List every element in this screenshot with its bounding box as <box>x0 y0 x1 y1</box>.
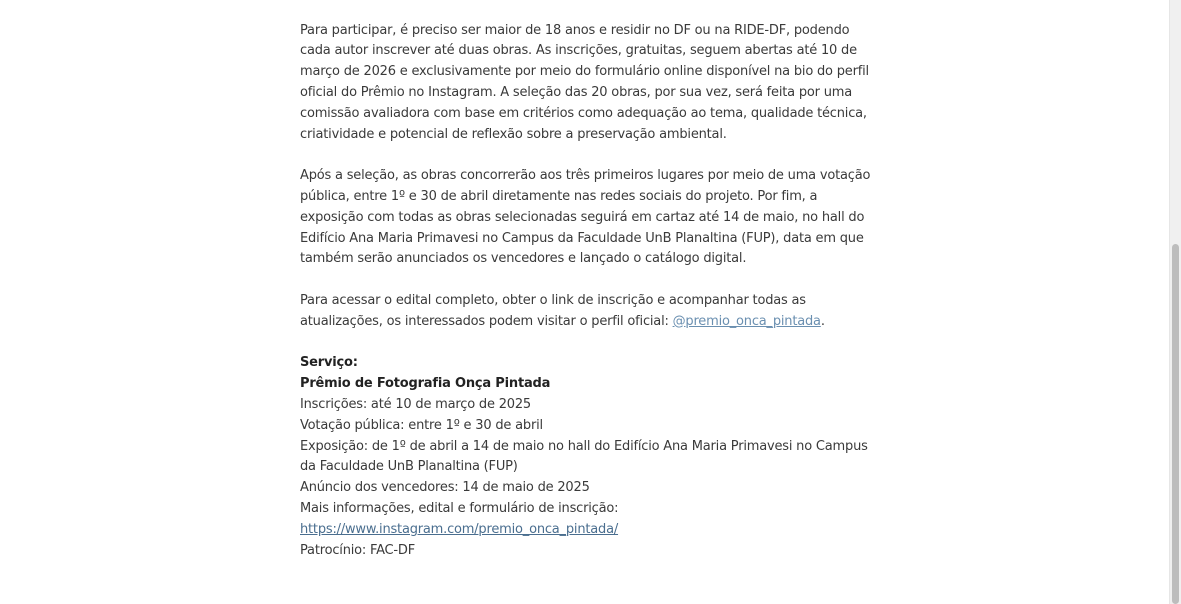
instagram-url-link[interactable]: https://www.instagram.com/premio_onca_pintada/ <box>300 521 619 537</box>
access-text: Para acessar o edital completo, obter o link de inscrição e acompanhar todas as atualizações, os interessados podem visitar o perfil oficial: <box>300 292 806 329</box>
service-section <box>300 353 872 561</box>
service-more-info: Mais informações, edital e formulário de inscrição: <box>300 500 619 516</box>
vertical-scrollbar[interactable] <box>1169 0 1181 604</box>
service-event-name: Prêmio de Fotografia Onça Pintada <box>300 376 551 392</box>
service-sponsorship: Patrocínio: FAC-DF <box>300 542 416 558</box>
access-paragraph <box>300 291 872 333</box>
service-voting: Votação pública: entre 1º e 30 de abril <box>300 417 543 433</box>
service-exhibition: Exposição: de 1º de abril a 14 de maio no hall do Edifício Ana Maria Primavesi no Campus da Faculdade UnB Planaltina (FUP) <box>300 438 868 475</box>
article-body <box>300 0 872 561</box>
service-announcement: Anúncio dos vencedores: 14 de maio de 2025 <box>300 480 590 496</box>
service-registrations: Inscrições: até 10 de março de 2025 <box>300 396 531 412</box>
access-text-end: . <box>820 313 825 329</box>
voting-paragraph: Após a seleção, as obras concorrerão aos três primeiros lugares por meio de uma votação pública, entre 1º e 30 de abril diretamente nas redes sociais do projeto. Por fim, a exposição com todas as obras selecionadas seguirá em cartaz até 14 de maio, no hall do Edifício Ana Maria Primavesi no Campus da Faculdade UnB Planaltina (FUP), data em que também serão anunciados os vencedores e lançado o catálogo digital. <box>300 168 871 267</box>
instagram-profile-link[interactable]: @premio_onca_pintada <box>672 313 821 329</box>
participation-paragraph: Para participar, é preciso ser maior de 18 anos e residir no DF ou na RIDE-DF, podendo cada autor inscrever até duas obras. As inscrições, gratuitas, seguem abertas até 10 de março de 2026 e exclusivamente por meio do formulário online disponível na bio do perfil oficial do Prêmio no Instagram. A seleção das 20 obras, por sua vez, será feita por uma comissão avaliadora com base em critérios como adequação ao tema, qualidade técnica, criatividade e potencial de reflexão sobre a preservação ambiental. <box>300 22 869 142</box>
scrollbar-thumb[interactable] <box>1172 244 1179 604</box>
service-heading: Serviço: <box>300 355 358 371</box>
